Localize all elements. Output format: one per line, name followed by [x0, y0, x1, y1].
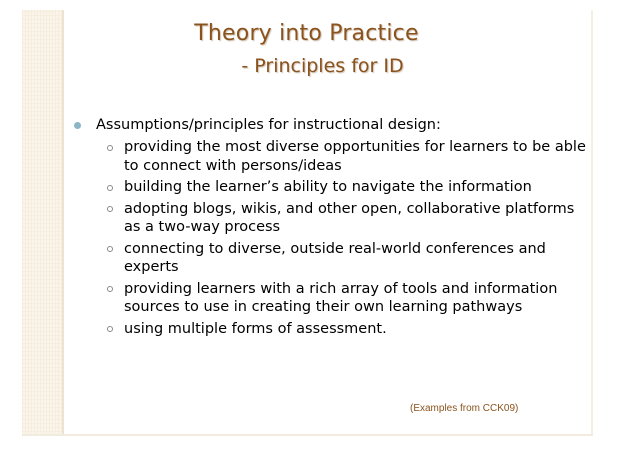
slide-right-edge — [591, 10, 593, 436]
main-bullet-text: Assumptions/principles for instructional design: — [96, 117, 441, 133]
source-note: (Examples from CCK09) — [410, 403, 519, 414]
slide-title: Theory into Practice — [194, 21, 419, 46]
sub-bullet-text: connecting to diverse, outside real-world conferences and experts — [124, 240, 546, 275]
sub-bullet-text: building the learner’s ability to navigate the information — [124, 179, 532, 195]
slide-subtitle: - Principles for ID — [241, 55, 404, 77]
decorative-side-strip — [22, 10, 62, 436]
sub-bullet-text: using multiple forms of assessment. — [124, 320, 387, 337]
bullet-dot-icon — [74, 122, 81, 129]
decorative-side-line — [62, 10, 64, 436]
sub-bullet-item — [124, 200, 586, 237]
sub-bullet-item — [124, 240, 586, 277]
sub-bullet-item — [124, 138, 586, 175]
sub-bullet-text: providing learners with a rich array of tools and information sources to use in creating their own learning pathways — [124, 280, 558, 315]
sub-bullet-item — [124, 178, 586, 197]
hollow-circle-bullet-icon — [107, 246, 113, 252]
hollow-circle-bullet-icon — [107, 326, 113, 332]
sub-bullet-text: adopting blogs, wikis, and other open, collaborative platforms as a two-way process — [124, 200, 575, 235]
sub-bullet-item — [124, 320, 586, 339]
main-bullet-point — [96, 116, 586, 134]
hollow-circle-bullet-icon — [107, 185, 113, 191]
sub-bullet-list — [96, 138, 586, 338]
sub-bullet-text: providing the most diverse opportunities for learners to be able to connect with persons/ideas — [124, 139, 586, 174]
hollow-circle-bullet-icon — [107, 206, 113, 212]
slide-bottom-edge — [22, 434, 593, 436]
hollow-circle-bullet-icon — [107, 286, 113, 292]
sub-bullet-item — [124, 280, 586, 317]
slide-content — [96, 116, 586, 341]
hollow-circle-bullet-icon — [107, 145, 113, 151]
